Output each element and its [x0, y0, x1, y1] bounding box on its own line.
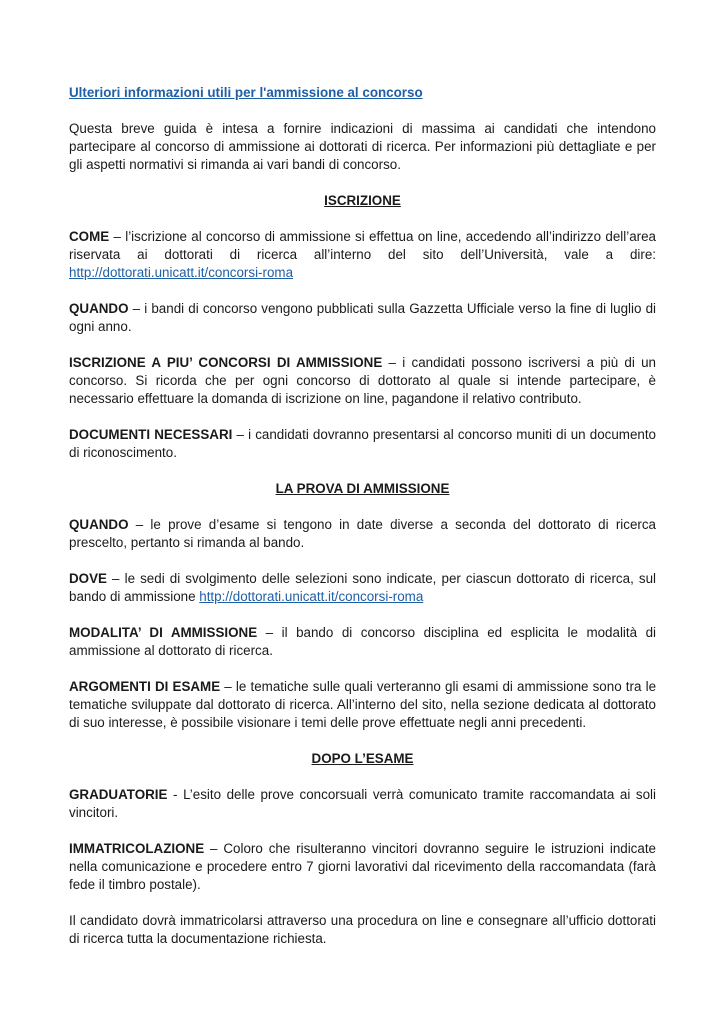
item-iscrizione-piu-concorsi [69, 354, 656, 408]
document-title: Ulteriori informazioni utili per l'ammissione al concorso [69, 85, 423, 100]
item-prova-dove [69, 570, 656, 606]
concorsi-link[interactable]: http://dottorati.unicatt.it/concorsi-roma [69, 265, 294, 280]
item-prova-quando [69, 516, 656, 552]
item-term: ISCRIZIONE A PIU’ CONCORSI DI AMMISSIONE [69, 355, 383, 370]
item-separator: – [257, 625, 282, 640]
document-page [69, 84, 656, 948]
item-text: i bandi di concorso vengono pubblicati sulla Gazzetta Ufficiale verso la fine di luglio di ogni anno. [69, 301, 657, 334]
item-dopo-graduatorie [69, 786, 656, 822]
item-prova-argomenti [69, 678, 656, 732]
item-term: DOCUMENTI NECESSARI [69, 427, 233, 442]
item-separator: – [382, 355, 403, 370]
item-term: ARGOMENTI DI ESAME [69, 679, 221, 694]
item-separator: – [128, 517, 151, 532]
item-text: il bando di concorso disciplina ed esplicita le modalità di ammissione al dottorato di ricerca. [69, 625, 656, 658]
item-text: Il candidato dovrà immatricolarsi attraverso una procedura on line e consegnare all’ufficio dottorati di ricerca tutta la documentazione richiesta. [69, 913, 656, 946]
item-text: le sedi di svolgimento delle selezioni sono indicate, per ciascun dottorato di ricerca, sul bando di ammissione [69, 571, 656, 604]
item-iscrizione-come [69, 228, 656, 282]
section-heading-prova: LA PROVA DI AMMISSIONE [275, 481, 450, 496]
item-dopo-procedura [69, 912, 656, 948]
item-separator: – [232, 427, 249, 442]
item-prova-modalita [69, 624, 656, 660]
item-term: MODALITA’ DI AMMISSIONE [69, 625, 258, 640]
item-term: QUANDO [69, 301, 129, 316]
item-dopo-immatricolazione [69, 840, 656, 894]
item-term: GRADUATORIE [69, 787, 168, 802]
item-term: QUANDO [69, 517, 129, 532]
item-separator: - [167, 787, 184, 802]
item-text: l’iscrizione al concorso di ammissione si effettua on line, accedendo all’indirizzo dell’area riservata ai dottorati di ricerca all’interno del sito dell’Università, vale a dire: [69, 229, 656, 262]
item-text: L’esito delle prove concorsuali verrà comunicato tramite raccomandata ai soli vincitori. [69, 787, 656, 820]
item-text: i candidati possono iscriversi a più di un concorso. Si ricorda che per ogni concorso di dottorato al quale si intende partecipare, è necessario effettuare la domanda di iscrizione on line, pagandone il relativo contributo. [69, 355, 657, 406]
concorsi-link[interactable]: http://dottorati.unicatt.it/concorsi-roma [199, 589, 424, 604]
section-heading-iscrizione: ISCRIZIONE [324, 193, 401, 208]
item-term: DOVE [69, 571, 107, 586]
item-text: i candidati dovranno presentarsi al concorso muniti di un documento di riconoscimento. [69, 427, 657, 460]
item-separator: – [106, 571, 125, 586]
item-separator: – [109, 229, 126, 244]
item-term: COME [69, 229, 110, 244]
item-text: le prove d’esame si tengono in date diverse a seconda del dottorato di ricerca prescelto, pertanto si rimanda al bando. [69, 517, 656, 550]
item-iscrizione-documenti [69, 426, 656, 462]
item-text: Coloro che risulteranno vincitori dovranno seguire le istruzioni indicate nella comunicazione e procedere entro 7 giorni lavorativi dal ricevimento della raccomandata (farà fede il timbro postale). [69, 841, 656, 892]
intro-paragraph: Questa breve guida è intesa a fornire indicazioni di massima ai candidati che intendono partecipare al concorso di ammissione ai dottorati di ricerca. Per informazioni più dettagliate e per gli aspetti normativi si rimanda ai vari bandi di concorso. [69, 121, 656, 172]
item-term: IMMATRICOLAZIONE [69, 841, 205, 856]
item-iscrizione-quando [69, 300, 656, 336]
item-text: le tematiche sulle quali verteranno gli esami di ammissione sono tra le tematiche sviluppate dal dottorato di ricerca. All’interno del sito, nella sezione dedicata al dottorato di suo interesse, è possibile visionare i temi delle prove effettuate negli anni precedenti. [69, 679, 657, 730]
section-heading-dopo-esame: DOPO L’ESAME [311, 751, 414, 766]
item-separator: – [128, 301, 145, 316]
item-separator: – [220, 679, 236, 694]
item-separator: – [204, 841, 224, 856]
